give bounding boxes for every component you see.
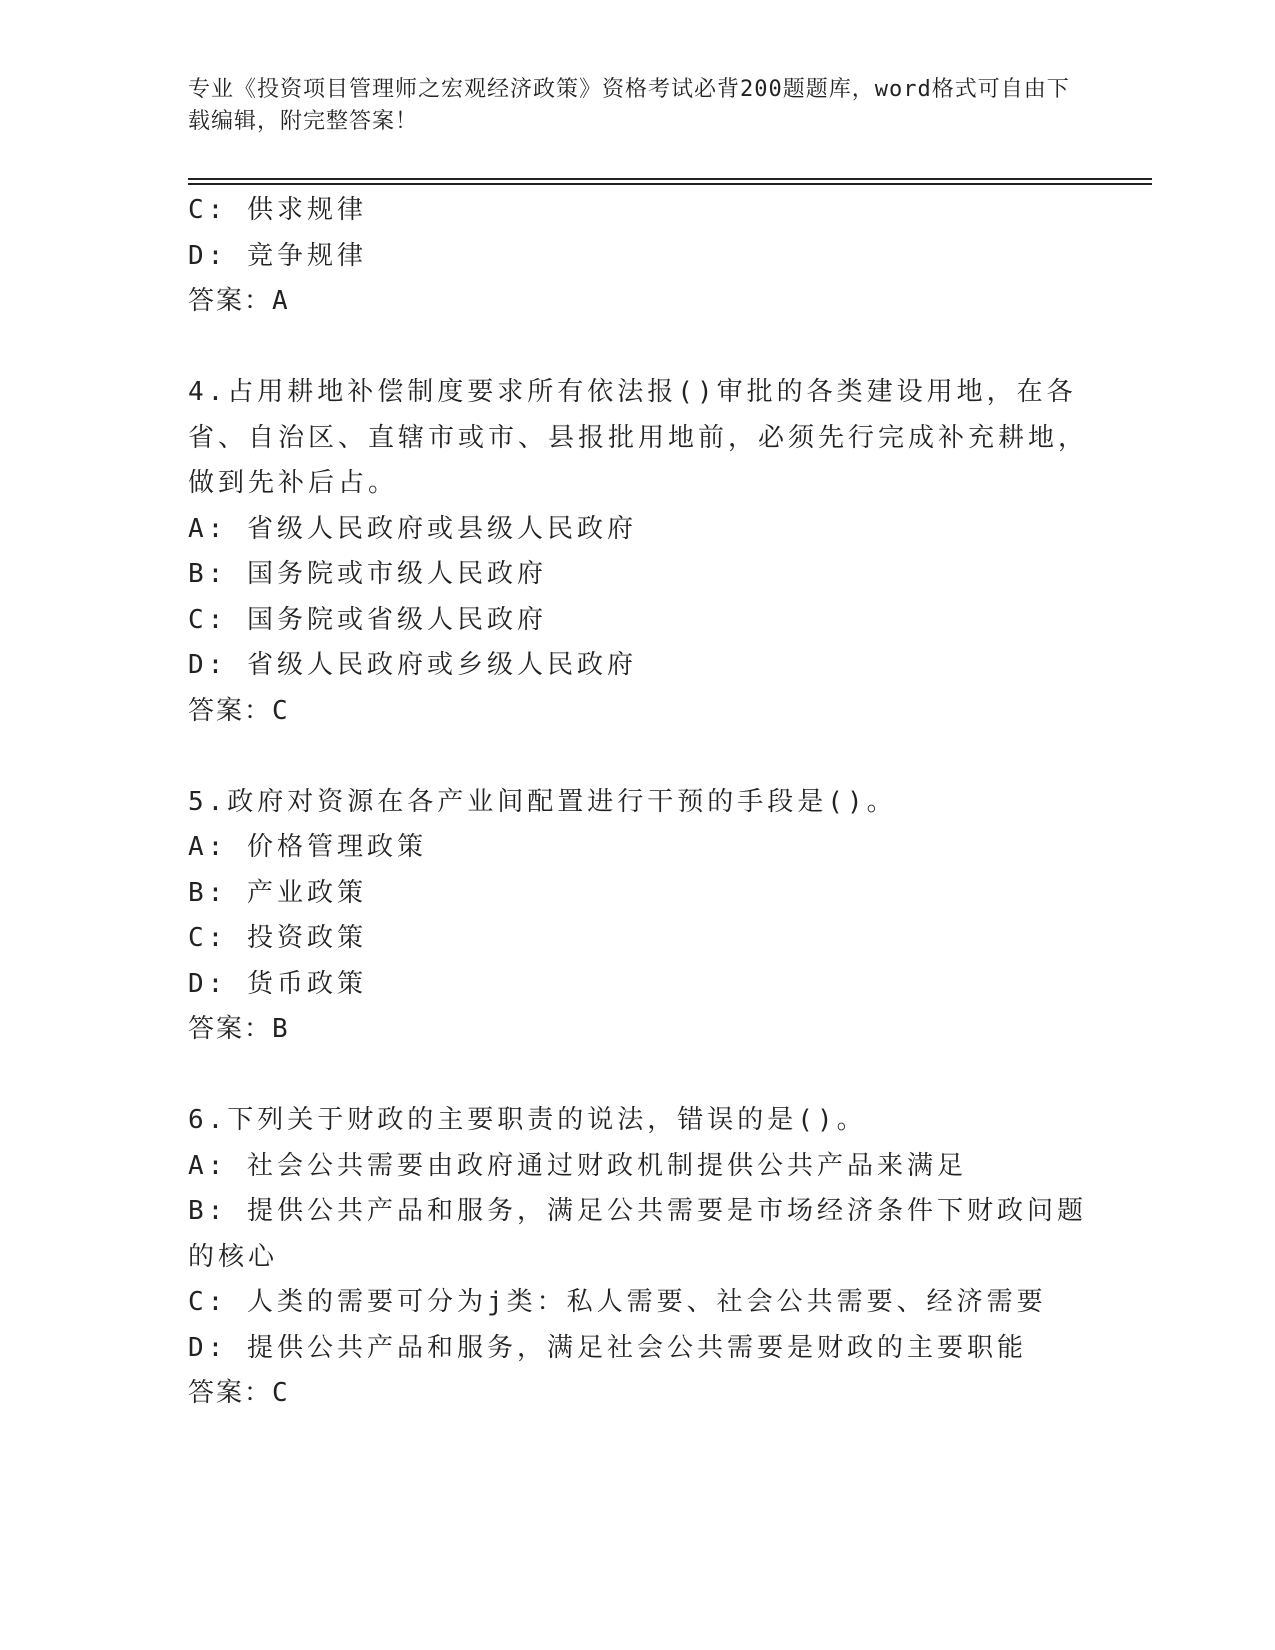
answer-line: 答案：A xyxy=(188,286,290,316)
option-a: A: 社会公共需要由政府通过财政机制提供公共产品来满足 xyxy=(188,1150,967,1181)
option-c: C: 国务院或省级人民政府 xyxy=(188,604,547,635)
option-a: A: 省级人民政府或县级人民政府 xyxy=(188,513,637,544)
option-c: C: 人类的需要可分为j类：私人需要、社会公共需要、经济需要 xyxy=(188,1287,1047,1317)
option-d: D: 竞争规律 xyxy=(188,240,367,271)
question-stem: 5.政府对资源在各产业间配置进行干预的手段是()。 xyxy=(188,786,897,817)
answer-line: 答案：C xyxy=(188,1378,290,1408)
option-b: B: 国务院或市级人民政府 xyxy=(188,559,547,589)
option-d: D: 省级人民政府或乡级人民政府 xyxy=(188,650,637,680)
question-block-4 xyxy=(188,370,1088,734)
option-b: B: 提供公共产品和服务，满足公共需要是市场经济条件下财政问题的核心 xyxy=(188,1196,1087,1272)
question-block-3 xyxy=(188,188,1088,325)
option-d: D: 提供公共产品和服务，满足社会公共需要是财政的主要职能 xyxy=(188,1332,1027,1363)
question-stem: 4.占用耕地补偿制度要求所有依法报()审批的各类建设用地，在各省、自治区、直辖市或市、县报批用地前，必须先行完成补充耕地，做到先补后占。 xyxy=(188,377,1089,498)
question-stem: 6.下列关于财政的主要职责的说法，错误的是()。 xyxy=(188,1105,867,1135)
answer-line: 答案：B xyxy=(188,1014,290,1044)
answer-line: 答案：C xyxy=(188,695,290,726)
header-rule-top xyxy=(188,178,1152,180)
document-header: 专业《投资项目管理师之宏观经济政策》资格考试必背200题题库，word格式可自由下载编辑，附完整答案！ xyxy=(188,77,1070,134)
header-rule-bottom xyxy=(188,183,1152,185)
option-c: C: 供求规律 xyxy=(188,195,367,225)
option-a: A: 价格管理政策 xyxy=(188,832,427,862)
option-b: B: 产业政策 xyxy=(188,877,367,908)
option-c: C: 投资政策 xyxy=(188,923,367,953)
question-block-5 xyxy=(188,780,1088,1053)
question-block-6 xyxy=(188,1098,1088,1417)
document-body xyxy=(188,188,1088,1417)
option-d: D: 货币政策 xyxy=(188,968,367,999)
